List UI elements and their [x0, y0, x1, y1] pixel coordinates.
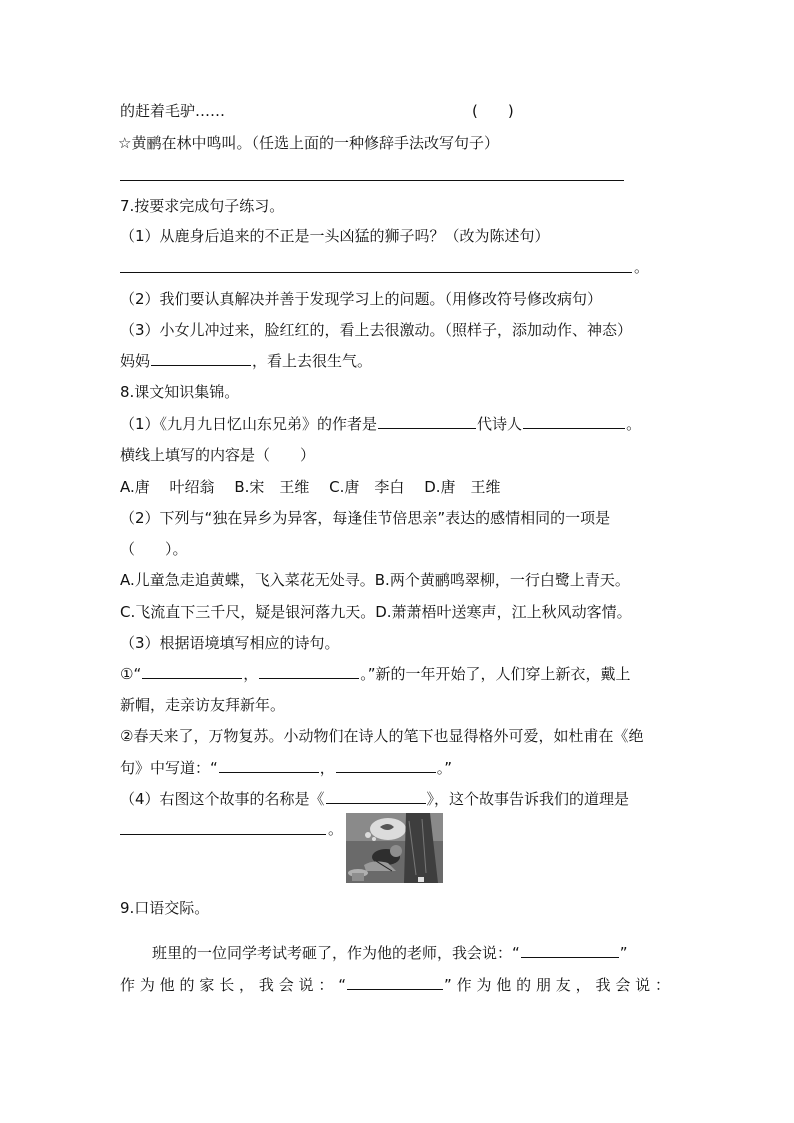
q8-sub1-question: 横线上填写的内容是（ ） [120, 446, 316, 464]
q8-sub4-title-blank[interactable] [326, 789, 426, 804]
q8-sub3-2-blank-b[interactable] [336, 758, 436, 773]
q7-item1-period: 。 [634, 258, 650, 276]
q9-heading: 9.口语交际。 [120, 899, 210, 917]
q9-parent-blank[interactable] [347, 975, 443, 990]
q8-sub2-paren[interactable]: （ ）。 [120, 540, 188, 558]
q8-sub3-1-blank-b[interactable] [259, 664, 359, 679]
q8-sub3-item1: ①“ ， 。”新的一年开始了，人们穿上新衣，戴上 [120, 665, 631, 683]
q7-item1: （1）从鹿身后追来的不正是一头凶猛的狮子吗？（改为陈述句） [120, 227, 550, 245]
story-illustration-sketch [346, 813, 443, 883]
q8-sub3-2-blank-a[interactable] [219, 758, 319, 773]
q8-sub1: （1）《九月九日忆山东兄弟》的作者是 代诗人 。 [120, 415, 642, 433]
q8-sub2-options-ab: A.儿童急走追黄蝶，飞入菜花无处寻。B.两个黄鹂鸣翠柳，一行白鹭上青天。 [120, 571, 630, 589]
q8-sub1-poet-blank[interactable] [523, 414, 625, 429]
q7-item3: （3）小女儿冲过来，脸红红的，看上去很激动。（照样子，添加动作、神态） [120, 321, 633, 339]
q6-star-item: ☆黄鹂在林中鸣叫。（任选上面的一种修辞手法改写句子） [118, 134, 499, 152]
q6-line-cont: 的赶着毛驴…… [120, 102, 226, 120]
q8-sub2-question: （2）下列与“独在异乡为异客，每逢佳节倍思亲”表达的感情相同的一项是 [120, 509, 611, 527]
q6-answer-line[interactable] [120, 180, 624, 181]
q8-option-a[interactable]: A.唐 叶绍翁 [120, 478, 215, 496]
q9-paragraph-line2: 作为他的家长，我会说：“ ”作为他的朋友，我会说： [120, 976, 670, 994]
q8-option-d[interactable]: D.唐 王维 [424, 478, 501, 496]
q8-sub4: （4）右图这个故事的名称是《 》，这个故事告诉我们的道理是 [120, 790, 630, 808]
q8-sub3-item2: ②春天来了，万物复苏。小动物们在诗人的笔下也显得格外可爱，如杜甫在《绝 [120, 727, 644, 745]
q8-sub3: （3）根据语境填写相应的诗句。 [120, 634, 340, 652]
q8-option-c[interactable]: C.唐 李白 [329, 478, 405, 496]
q8-sub3-item2-cont: 句》中写道：“ ， 。” [120, 759, 453, 777]
q8-sub3-1-blank-a[interactable] [142, 664, 242, 679]
q9-teacher-blank[interactable] [521, 943, 619, 958]
q7-item2: （2）我们要认真解决并善于发现学习上的问题。（用修改符号修改病句） [120, 290, 603, 308]
q6-answer-paren[interactable]: ( ) [472, 102, 514, 120]
q8-sub3-item1-cont: 新帽，走亲访友拜新年。 [120, 696, 286, 714]
q7-item3-blank[interactable] [151, 351, 251, 366]
q7-heading: 7.按要求完成句子练习。 [120, 197, 285, 215]
story-illustration [346, 813, 443, 883]
q9-paragraph-line1: 班里的一位同学考试考砸了，作为他的老师，我会说：“ ” [152, 944, 628, 962]
q8-sub4-lesson-line[interactable] [120, 834, 326, 835]
q7-item3-example: 妈妈 ，看上去很生气。 [120, 352, 373, 370]
q8-sub1-dynasty-blank[interactable] [378, 414, 476, 429]
q8-sub4-period: 。 [328, 820, 344, 838]
q8-sub1-options [120, 476, 550, 498]
q8-heading: 8.课文知识集锦。 [120, 383, 240, 401]
q8-sub2-options-cd: C.飞流直下三千尺，疑是银河落九天。D.萧萧梧叶送寒声，江上秋风动客情。 [120, 603, 632, 621]
q7-item1-answer-line[interactable] [120, 272, 632, 273]
q8-option-b[interactable]: B.宋 王维 [234, 478, 310, 496]
